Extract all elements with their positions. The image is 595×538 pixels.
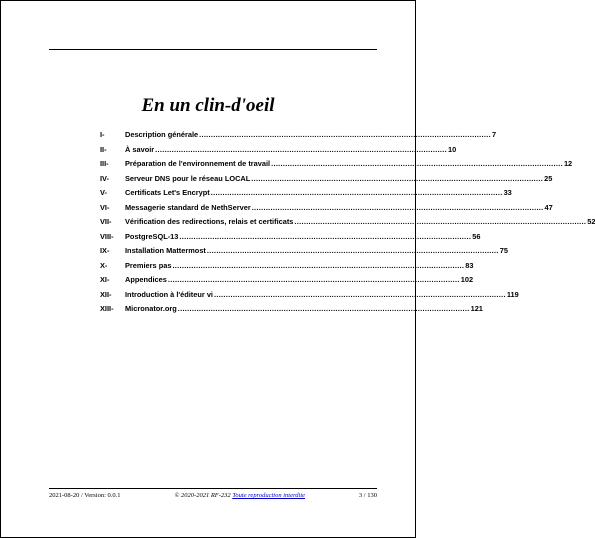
toc-number: IV-: [100, 173, 110, 183]
toc-title: Serveur DNS pour le réseau LOCAL: [125, 173, 251, 183]
toc-entry[interactable]: [100, 273, 474, 288]
toc-page-number: 83: [465, 260, 474, 270]
toc-entry[interactable]: [100, 259, 474, 274]
page-title: En un clin-d'oeil: [141, 95, 275, 116]
toc-title: Premiers pas: [125, 260, 172, 270]
toc-page-number: 12: [563, 159, 573, 168]
toc-leader: ............................................................................................................................: [179, 231, 472, 241]
toc-title: Appendices: [125, 275, 167, 284]
toc-leader: ............................................................................................................................: [251, 173, 544, 183]
toc-leader: ............................................................................................................................: [155, 144, 447, 154]
toc-number: III-: [100, 159, 109, 168]
footer-date-version: 2021-08-20 / Version: 0.0.1: [49, 492, 121, 499]
footer-copyright: [174, 492, 305, 499]
toc-title: Vérification des redirections, relais et certificats: [125, 217, 294, 226]
toc-number: II-: [100, 144, 107, 154]
toc-page-number: 56: [472, 231, 481, 241]
toc-number: VIII-: [100, 231, 114, 241]
toc-title: Certificats Let's Encrypt: [125, 188, 210, 197]
toc-leader: ............................................................................................................................: [294, 217, 587, 226]
toc-number: IX-: [100, 246, 110, 255]
toc-leader: ............................................................................................................................: [206, 246, 499, 255]
footer-rule: [49, 488, 377, 489]
toc-entry[interactable]: [100, 143, 457, 158]
toc-entry[interactable]: [100, 186, 512, 201]
toc-entry[interactable]: [100, 288, 519, 303]
page-footer: [49, 492, 377, 499]
toc-leader: ............................................................................................................................: [210, 188, 503, 197]
toc-page-number: 10: [448, 144, 457, 154]
toc-leader: ............................................................................................................................: [172, 260, 465, 270]
toc-leader: ............................................................................................................................: [199, 130, 491, 139]
toc-title: Introduction à l'éditeur vi: [125, 289, 213, 299]
toc-entry[interactable]: [100, 230, 481, 245]
toc-page-number: 121: [470, 304, 483, 313]
toc-number: VI-: [100, 202, 110, 212]
header-rule: [49, 49, 377, 50]
toc-title: Micronator.org: [125, 304, 177, 313]
toc-leader: ............................................................................................................................: [167, 275, 460, 284]
toc-title: Préparation de l'environnement de travail: [125, 159, 271, 168]
toc-title: PostgreSQL-13: [125, 231, 179, 241]
toc-page-number: 25: [544, 173, 553, 183]
toc-number: XII-: [100, 289, 112, 299]
footer-reproduction-link[interactable]: Toute reproduction interdite: [232, 492, 306, 499]
toc-number: XIII-: [100, 304, 114, 313]
toc-leader: ............................................................................................................................: [251, 202, 544, 212]
toc-number: X-: [100, 260, 108, 270]
toc-number: I-: [100, 130, 105, 139]
toc-number: V-: [100, 188, 107, 197]
toc-page-number: 119: [506, 289, 519, 299]
toc-page-number: 75: [499, 246, 508, 255]
toc-entry[interactable]: [100, 201, 553, 216]
toc-title: Installation Mattermost: [125, 246, 206, 255]
toc-page-number: 47: [544, 202, 553, 212]
toc-entry[interactable]: [100, 302, 483, 317]
toc-entry[interactable]: [100, 172, 553, 187]
toc-leader: ............................................................................................................................: [214, 289, 506, 299]
toc-leader: ............................................................................................................................: [271, 159, 563, 168]
footer-copyright-text: © 2020-2021 RF-232: [174, 492, 231, 499]
toc-page-number: 33: [503, 188, 512, 197]
toc-entry[interactable]: [100, 128, 497, 143]
toc-title: Messagerie standard de NethServer: [125, 202, 251, 212]
toc-entry[interactable]: [100, 157, 573, 172]
toc-number: XI-: [100, 275, 110, 284]
toc-leader: ............................................................................................................................: [177, 304, 470, 313]
toc-entry[interactable]: [100, 215, 595, 230]
table-of-contents: [100, 128, 595, 317]
toc-title: À savoir: [125, 144, 155, 154]
toc-entry[interactable]: [100, 244, 508, 259]
toc-title: Description générale: [125, 130, 199, 139]
toc-page-number: 7: [491, 130, 497, 139]
toc-page-number: 52: [587, 217, 595, 226]
toc-number: VII-: [100, 217, 112, 226]
toc-page-number: 102: [460, 275, 474, 284]
footer-page-number: 3 / 130: [358, 492, 377, 499]
